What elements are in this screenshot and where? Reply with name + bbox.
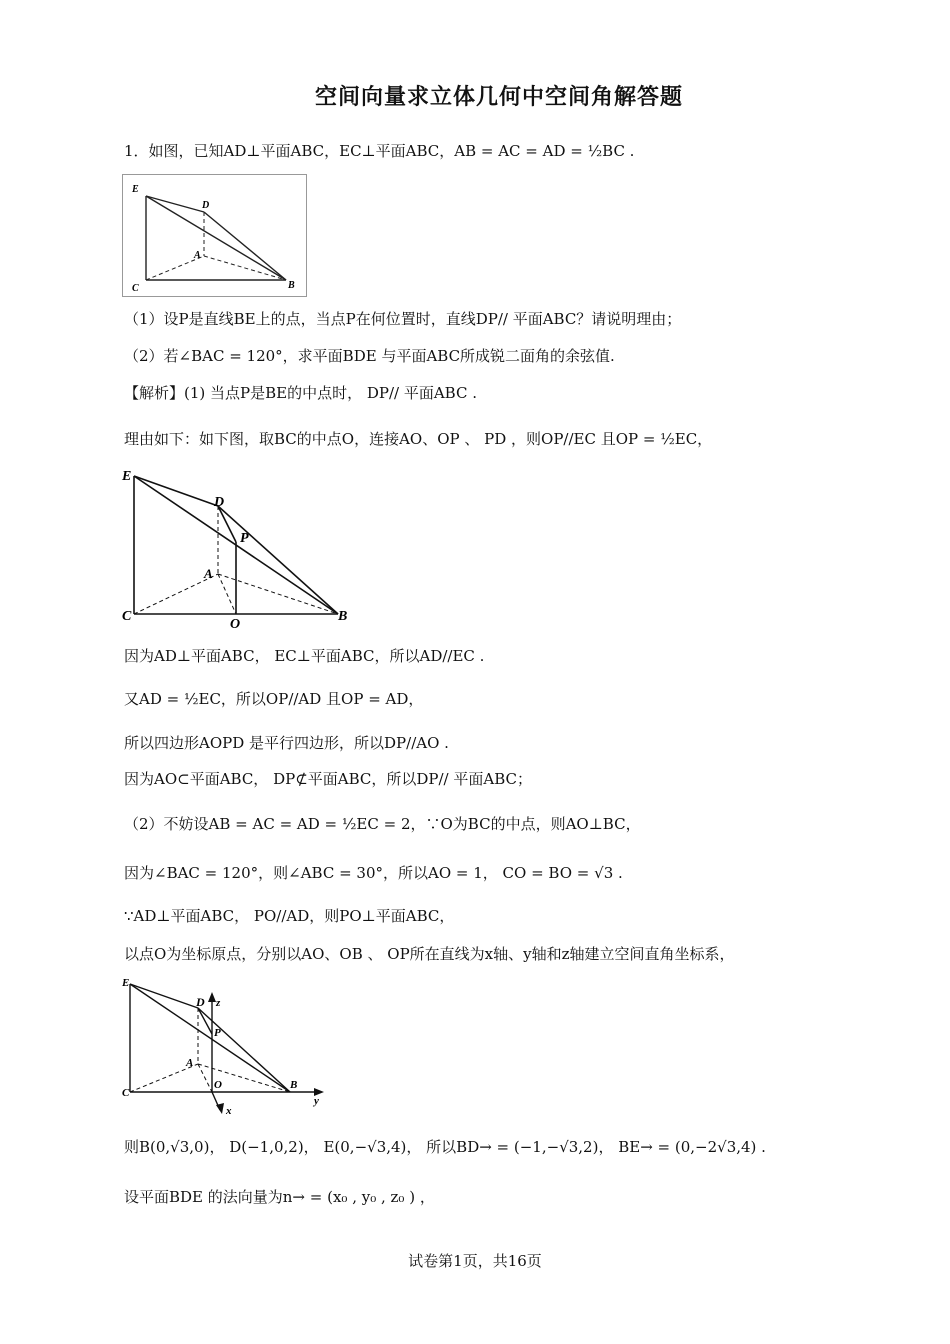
fig3-label-a: A — [186, 1057, 194, 1069]
fig3-label-c: C — [122, 1087, 130, 1099]
fig2-label-e: E — [122, 469, 132, 484]
solution-line-6: 因为AD⊥平面ABC， EC⊥平面ABC，所以AD//EC . — [124, 647, 485, 665]
figure-1 — [122, 174, 308, 298]
solution-line-10: （2）不妨设AB = AC = AD = ½EC = 2，∵O为BC的中点，则AO⊥BC， — [124, 815, 641, 833]
solution-line-13: 以点O为坐标原点，分别以AO、OB 、 OP所在直线为x轴、y轴和z轴建立空间直角坐标系， — [124, 945, 735, 963]
question-2: （2）若∠BAC = 120°，求平面BDE 与平面ABC所成锐二面角的余弦值. — [124, 347, 615, 365]
fig1-label-e: E — [132, 184, 139, 195]
solution-line-7: 又AD = ½EC，所以OP//AD 且OP = AD， — [124, 690, 424, 708]
fig2-label-d: D — [214, 495, 225, 510]
solution-line-12: ∵AD⊥平面ABC， PO//AD，则PO⊥平面ABC， — [124, 907, 455, 925]
page-title: 空间向量求立体几何中空间角解答题 — [314, 85, 683, 110]
coordinates-line: 则B(0,√3,0)， D(−1,0,2)， E(0,−√3,4)， 所以BD→ = (−1,−√3,2)， BE→ = (0,−2√3,4) . — [124, 1138, 766, 1156]
solution-line-8: 所以四边形AOPD 是平行四边形，所以DP//AO . — [124, 734, 449, 752]
solution-heading: 【解析】(1) 当点P是BE的中点时， DP// 平面ABC . — [124, 384, 477, 402]
fig2-label-o: O — [230, 617, 241, 632]
fig3-label-y: y — [314, 1095, 319, 1107]
fig1-label-c: C — [132, 283, 139, 294]
fig2-label-a: A — [204, 566, 213, 581]
page-footer: 试卷第1页，共16页 — [408, 1252, 542, 1270]
solution-line-11: 因为∠BAC = 120°，则∠ABC = 30°，所以AO = 1， CO = BO = √3 . — [124, 864, 623, 882]
fig1-label-b: B — [288, 280, 295, 291]
normal-vector-line: 设平面BDE 的法向量为n→ = (x₀ , y₀ , z₀ ) ， — [124, 1188, 435, 1206]
fig3-label-p: P — [214, 1027, 221, 1039]
fig3-label-b: B — [290, 1079, 298, 1091]
solution-line-9: 因为AO⊂平面ABC， DP⊄平面ABC，所以DP// 平面ABC； — [124, 770, 532, 788]
fig3-label-d: D — [196, 995, 205, 1009]
fig3-label-e: E — [122, 977, 130, 989]
fig3-label-z: z — [216, 997, 221, 1009]
problem-statement: 1．如图，已知AD⊥平面ABC，EC⊥平面ABC，AB = AC = AD = ½BC . — [124, 142, 635, 160]
fig3-label-x: x — [226, 1105, 232, 1117]
figure-3 — [118, 972, 328, 1118]
question-1: （1）设P是直线BE上的点，当点P在何位置时，直线DP// 平面ABC？请说明理由； — [124, 310, 682, 328]
fig1-label-a: A — [194, 250, 201, 261]
figure-2 — [118, 462, 358, 634]
fig2-label-c: C — [122, 609, 132, 624]
fig2-label-b: B — [338, 609, 348, 624]
fig1-label-d: D — [202, 200, 210, 211]
fig3-label-o: O — [214, 1079, 222, 1091]
fig2-label-p: P — [240, 531, 249, 546]
solution-reason: 理由如下：如下图，取BC的中点O，连接AO、OP 、 PD ，则OP//EC 且OP = ½EC， — [124, 430, 713, 448]
